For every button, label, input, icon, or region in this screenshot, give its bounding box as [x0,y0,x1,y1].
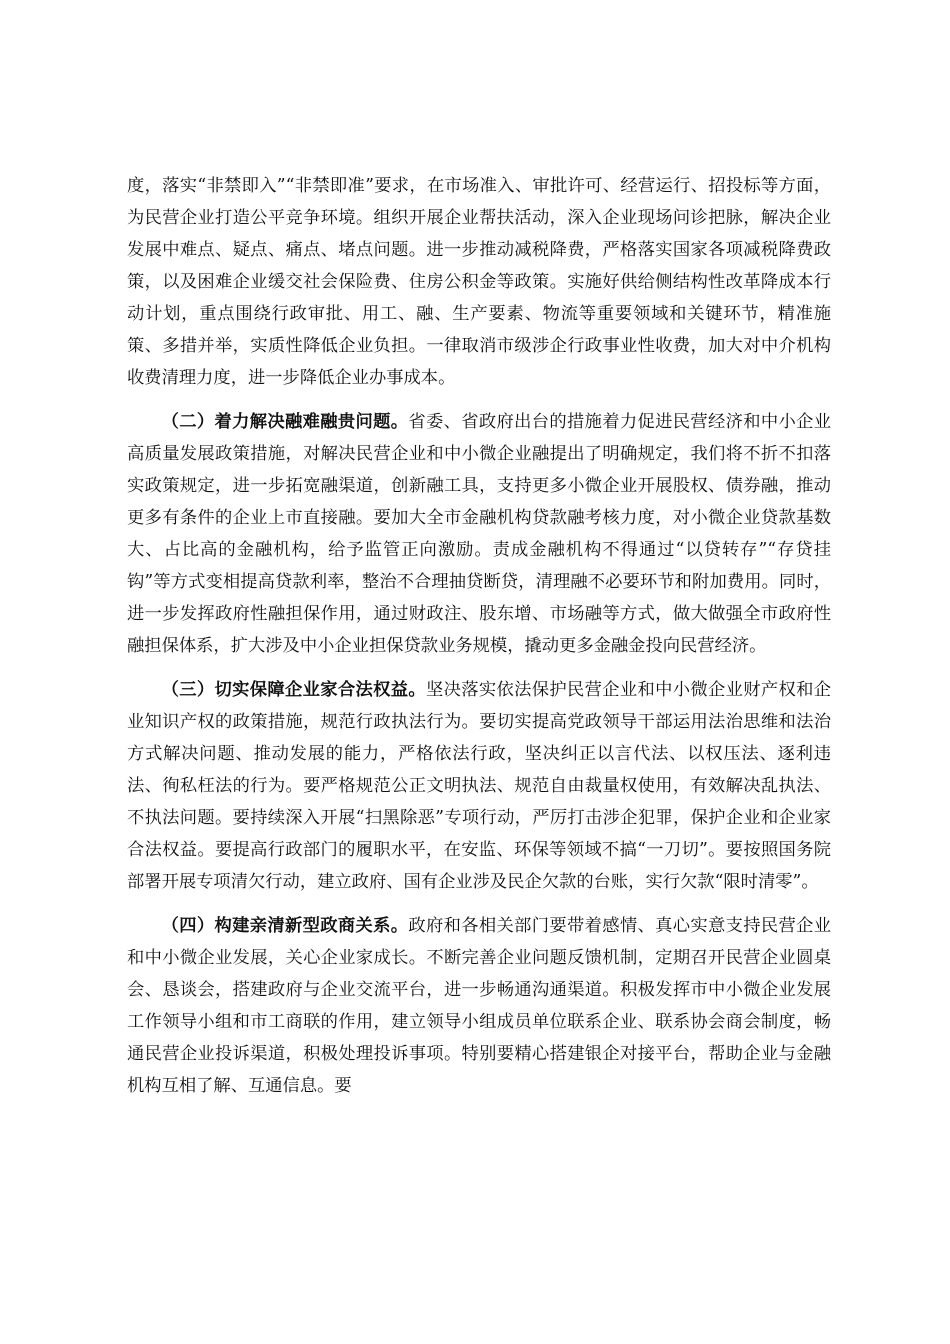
section-2-text: 省委、省政府出台的措施着力促进民营经济和中小企业高质量发展政策措施，对解决民营企业和中小微企业融提出了明确规定，我们将不折不扣落实政策规定，进一步拓宽融渠道，创新融工具，支持更多小微企业开展股权、债券融，推动更多有条件的企业上市直接融。要加大全市金融机构贷款融考核力度，对小微企业贷款基数大、占比高的金融机构，给予监管正向激励。责成金融机构不得通过“以贷转存”“存贷挂钩”等方式变相提高贷款利率，整治不合理抽贷断贷，清理融不必要环节和附加费用。同时，进一步发挥政府性融担保作用，通过财政注、股东增、市场融等方式，做大做强全市政府性融担保体系，扩大涉及中小企业担保贷款业务规模，撬动更多金融金投向民营经济。 [127,412,831,656]
section-4-paragraph [127,910,831,1102]
section-3-heading: （三）切实保障企业家合法权益。 [161,680,426,700]
section-2-heading: （二）着力解决融难融贵问题。 [161,412,409,432]
section-2-paragraph [127,406,831,662]
document-body [127,170,831,1102]
section-3-paragraph [127,674,831,898]
section-4-text: 政府和各相关部门要带着感情、真心实意支持民营企业和中小微企业发展，关心企业家成长。不断完善企业问题反馈机制，定期召开民营企业圆桌会、恳谈会，搭建政府与企业交流平台，进一步畅通沟通渠道。积极发挥市中小微企业发展工作领导小组和市工商联的作用，建立领导小组成员单位联系企业、联系协会商会制度，畅通民营企业投诉渠道，积极处理投诉事项。特别要精心搭建银企对接平台，帮助企业与金融机构互相了解、互通信息。要 [127,916,831,1096]
paragraph-continuation [127,170,831,394]
section-4-heading: （四）构建亲清新型政商关系。 [161,916,409,936]
section-3-text: 坚决落实依法保护民营企业和中小微企业财产权和企业知识产权的政策措施，规范行政执法行为。要切实提高党政领导干部运用法治思维和法治方式解决问题、推动发展的能力，严格依法行政，坚决纠正以言代法、以权压法、逐利违法、徇私枉法的行为。要严格规范公正文明执法、规范自由裁量权使用，有效解决乱执法、不执法问题。要持续深入开展“扫黑除恶”专项行动，严厉打击涉企犯罪，保护企业和企业家合法权益。要提高行政部门的履职水平，在安监、环保等领域不搞“一刀切”。要按照国务院部署开展专项清欠行动，建立政府、国有企业涉及民企欠款的台账，实行欠款“限时清零”。 [127,680,831,892]
paragraph-text: 度，落实“非禁即入”“非禁即准”要求，在市场准入、审批许可、经营运行、招投标等方面，为民营企业打造公平竞争环境。组织开展企业帮扶活动，深入企业现场问诊把脉，解决企业发展中难点、疑点、痛点、堵点问题。进一步推动减税降费，严格落实国家各项减税降费政策，以及困难企业缓交社会保险费、住房公积金等政策。实施好供给侧结构性改革降成本行动计划，重点围绕行政审批、用工、融、生产要素、物流等重要领域和关键环节，精准施策、多措并举，实质性降低企业负担。一律取消市级涉企行政事业性收费，加大对中介机构收费清理力度，进一步降低企业办事成本。 [127,176,831,388]
